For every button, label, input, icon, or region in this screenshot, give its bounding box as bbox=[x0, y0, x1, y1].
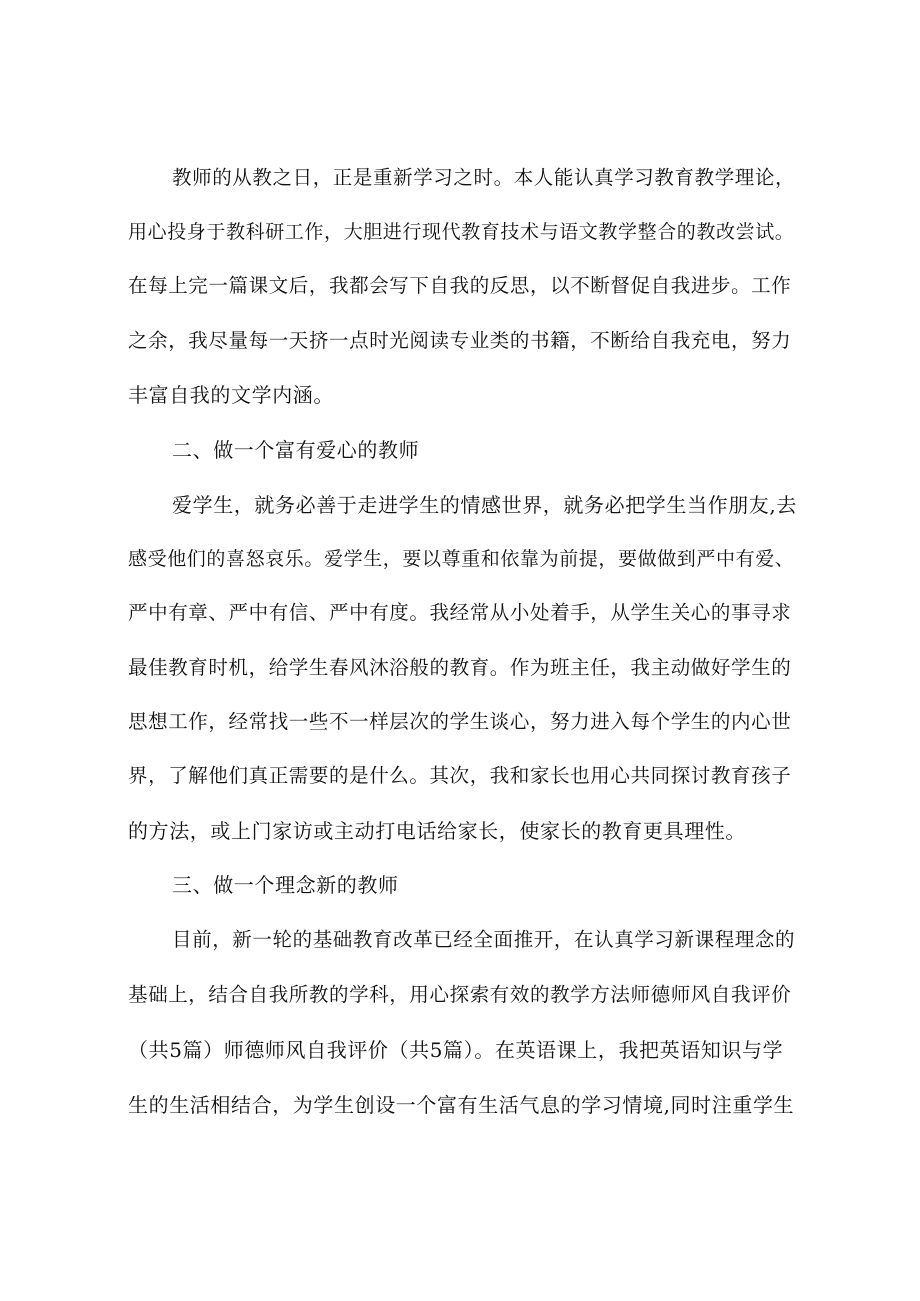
paragraph-3-line-2: 基础上，结合自我所教的学科，用心探索有效的教学方法师德师风自我评价 bbox=[128, 983, 792, 1006]
paragraph-2-line-5: 思想工作，经常找一些不一样层次的学生谈心，努力进入每个学生的内心世 bbox=[128, 710, 792, 733]
paragraph-1-line-2: 用心投身于教科研工作，大胆进行现代教育技术与语文教学整合的教改尝试。 bbox=[128, 221, 795, 243]
paragraph-3-line-3: （共5篇）师德师风自我评价（共5篇）。在英语课上，我把英语知识与学 bbox=[128, 1038, 784, 1062]
paragraph-2-line-7: 的方法，或上门家访或主动打电话给家长，使家长的教育更具理性。 bbox=[128, 819, 746, 843]
paragraph-2-line-6: 界，了解他们真正需要的是什么。其次，我和家长也用心共同探讨教育孩子 bbox=[128, 764, 792, 787]
paragraph-2-line-3: 严中有章、严中有信、严中有度。我经常从小处着手，从学生关心的事寻求 bbox=[128, 601, 792, 624]
paragraph-2-line-1: 爱学生，就务必善于走进学生的情感世界，就务必把学生当作朋友,去 bbox=[172, 493, 797, 517]
paragraph-3-line-4: 生的生活相结合，为学生创设一个富有生活气息的学习情境,同时注重学生 bbox=[128, 1093, 795, 1117]
section-heading-2: 二、做一个富有爱心的教师 bbox=[172, 438, 420, 462]
paragraph-2-line-2: 感受他们的喜怒哀乐。爱学生，要以尊重和依靠为前提，要做做到严中有爱、 bbox=[128, 548, 795, 570]
section-heading-3: 三、做一个理念新的教师 bbox=[172, 873, 399, 897]
paragraph-3-line-1: 目前，新一轮的基础教育改革已经全面推开，在认真学习新课程理念的 bbox=[172, 928, 796, 951]
paragraph-1-line-4: 之余，我尽量每一天挤一点时光阅读专业类的书籍，不断给自我充电，努力 bbox=[128, 329, 792, 352]
paragraph-2-line-4: 最佳教育时机，给学生春风沐浴般的教育。作为班主任，我主动做好学生的 bbox=[128, 656, 792, 679]
paragraph-1-line-5: 丰富自我的文学内涵。 bbox=[128, 383, 334, 407]
paragraph-1-line-3: 在每上完一篇课文后，我都会写下自我的反思，以不断督促自我进步。工作 bbox=[128, 274, 792, 297]
paragraph-1-line-1: 教师的从教之日，正是重新学习之时。本人能认真学习教育教学理论， bbox=[172, 166, 796, 189]
